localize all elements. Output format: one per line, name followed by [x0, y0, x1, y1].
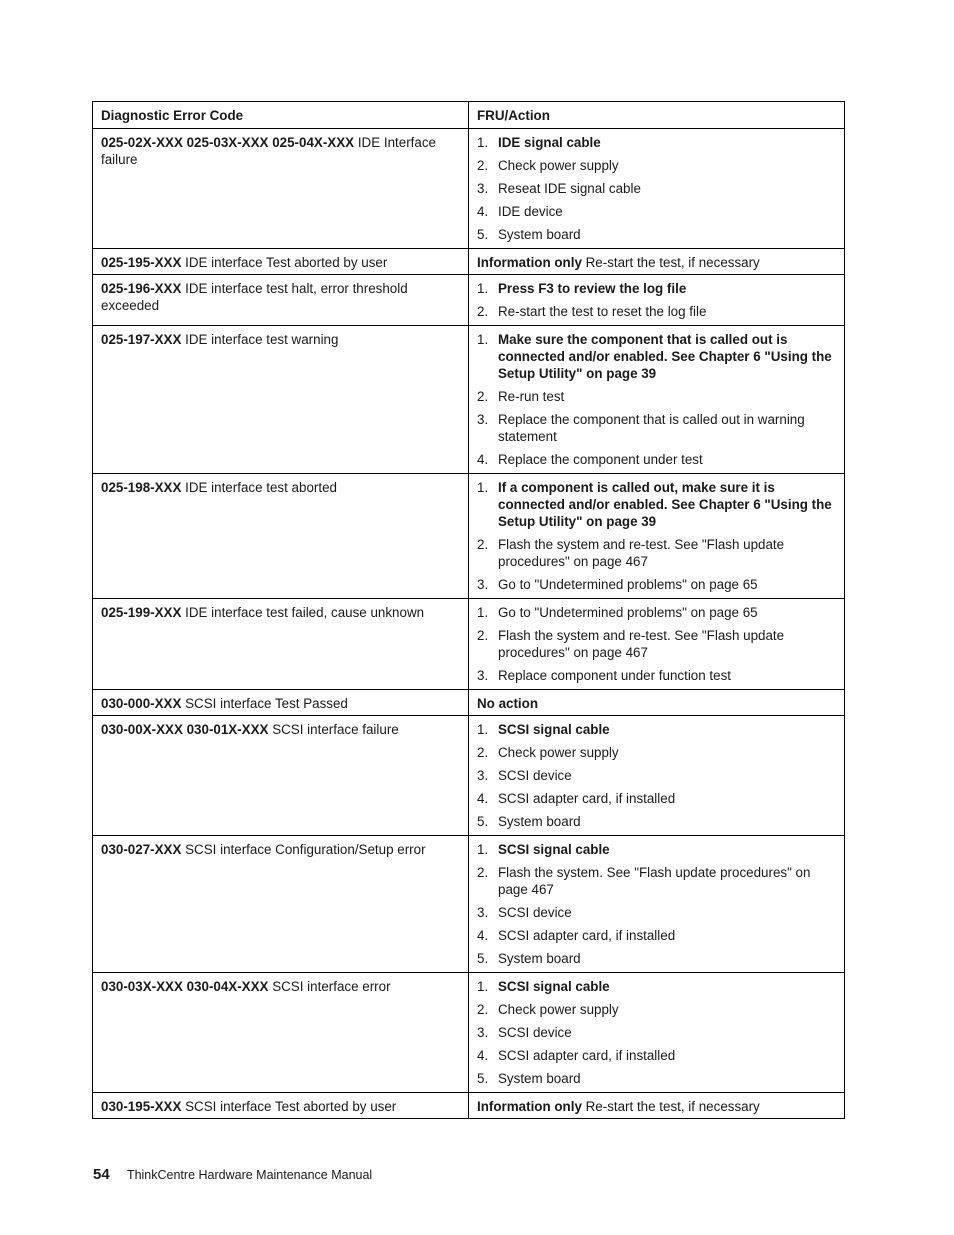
action-item [477, 767, 837, 784]
info-label: Information only [477, 255, 582, 270]
info-text: Re-start the test, if necessary [581, 1099, 760, 1114]
action-text: Check power supply [498, 745, 619, 760]
action-item [477, 411, 837, 445]
action-text: SCSI device [498, 1025, 572, 1040]
action-list [477, 479, 837, 593]
action-text: System board [498, 227, 581, 242]
action-item [477, 841, 837, 858]
action-text: System board [498, 814, 581, 829]
error-code-cell [93, 249, 469, 275]
fru-action-cell [469, 1093, 845, 1119]
action-number: 4. [477, 204, 489, 219]
page-number: 54 [93, 1166, 110, 1183]
error-description: IDE interface test failed, cause unknown [181, 605, 425, 620]
action-item [477, 203, 837, 220]
action-item [477, 388, 837, 405]
action-number: 1. [477, 281, 489, 296]
error-code-cell [93, 836, 469, 973]
action-item [477, 927, 837, 944]
table-row [93, 716, 845, 836]
action-number: 3. [477, 768, 489, 783]
action-item [477, 1047, 837, 1064]
action-item [477, 536, 837, 570]
table-row [93, 1093, 845, 1119]
action-number: 3. [477, 577, 489, 592]
error-description: SCSI interface error [268, 979, 391, 994]
header-fru-action: FRU/Action [469, 102, 845, 129]
action-number: 1. [477, 842, 489, 857]
action-list [477, 134, 837, 243]
error-code-cell [93, 599, 469, 690]
error-description: IDE interface test halt, error threshold exceeded [101, 281, 408, 313]
action-text: SCSI signal cable [498, 979, 610, 994]
action-text: If a component is called out, make sure it is connected and/or enabled. See Chapter 6 "Using the Setup Utility" on page 39 [498, 480, 832, 529]
table-row [93, 129, 845, 249]
error-code: 025-197-XXX [101, 332, 182, 347]
action-number: 2. [477, 158, 489, 173]
error-code: 025-196-XXX [101, 281, 182, 296]
action-list [477, 721, 837, 830]
action-item [477, 721, 837, 738]
action-text: Check power supply [498, 1002, 619, 1017]
error-description: SCSI interface Test aborted by user [181, 1099, 397, 1114]
error-code-cell [93, 275, 469, 326]
error-code: 030-000-XXX [101, 696, 182, 711]
action-text: SCSI adapter card, if installed [498, 928, 676, 943]
action-number: 1. [477, 722, 489, 737]
action-number: 1. [477, 605, 489, 620]
fru-action-cell [469, 474, 845, 599]
action-item [477, 157, 837, 174]
action-text: Flash the system and re-test. See "Flash update procedures" on page 467 [498, 628, 785, 660]
error-description: SCSI interface Configuration/Setup error [181, 842, 426, 857]
action-text: SCSI signal cable [498, 842, 610, 857]
action-item [477, 180, 837, 197]
action-text: Check power supply [498, 158, 619, 173]
table-row [93, 836, 845, 973]
action-text: Flash the system. See "Flash update procedures" on page 467 [498, 865, 811, 897]
action-number: 2. [477, 537, 489, 552]
action-text: SCSI signal cable [498, 722, 610, 737]
table-row [93, 690, 845, 716]
info-text: Re-start the test, if necessary [581, 255, 760, 270]
header-diagnostic-error-code: Diagnostic Error Code [93, 102, 469, 129]
error-code: 030-03X-XXX 030-04X-XXX [101, 979, 269, 994]
action-item [477, 904, 837, 921]
action-item [477, 280, 837, 297]
action-list [477, 331, 837, 468]
action-number: 4. [477, 1048, 489, 1063]
action-number: 5. [477, 1071, 489, 1086]
fru-action-cell [469, 326, 845, 474]
action-number: 2. [477, 389, 489, 404]
action-item [477, 134, 837, 151]
action-number: 1. [477, 979, 489, 994]
action-text: Re-run test [498, 389, 565, 404]
action-text: System board [498, 951, 581, 966]
table-header-row [93, 102, 845, 129]
action-item [477, 576, 837, 593]
action-number: 4. [477, 452, 489, 467]
error-description: SCSI interface Test Passed [181, 696, 348, 711]
table-row [93, 474, 845, 599]
action-text: Make sure the component that is called out is connected and/or enabled. See Chapter 6 "Using the Setup Utility" on page 39 [498, 332, 832, 381]
error-description: IDE interface Test aborted by user [181, 255, 388, 270]
fru-action-cell [469, 249, 845, 275]
action-number: 3. [477, 412, 489, 427]
error-code-cell [93, 973, 469, 1093]
action-number: 3. [477, 1025, 489, 1040]
action-list [477, 841, 837, 967]
action-text: System board [498, 1071, 581, 1086]
action-item [477, 1001, 837, 1018]
action-number: 2. [477, 1002, 489, 1017]
error-code-cell [93, 716, 469, 836]
table-row [93, 249, 845, 275]
action-item [477, 813, 837, 830]
action-number: 1. [477, 135, 489, 150]
diagnostic-error-table [92, 101, 845, 1119]
action-item [477, 451, 837, 468]
action-item [477, 950, 837, 967]
info-label: Information only [477, 1099, 582, 1114]
action-text: Replace the component under test [498, 452, 703, 467]
error-description: SCSI interface failure [268, 722, 399, 737]
action-item [477, 1024, 837, 1041]
action-text: IDE device [498, 204, 563, 219]
table-row [93, 275, 845, 326]
error-code: 030-195-XXX [101, 1099, 182, 1114]
fru-action-cell [469, 973, 845, 1093]
action-text: SCSI adapter card, if installed [498, 791, 676, 806]
action-item [477, 303, 837, 320]
error-code-cell [93, 129, 469, 249]
fru-action-cell [469, 599, 845, 690]
action-text: Press F3 to review the log file [498, 281, 687, 296]
action-item [477, 978, 837, 995]
table-row [93, 973, 845, 1093]
action-text: Flash the system and re-test. See "Flash update procedures" on page 467 [498, 537, 785, 569]
action-text: Reseat IDE signal cable [498, 181, 641, 196]
table-row [93, 599, 845, 690]
action-number: 5. [477, 951, 489, 966]
manual-title: ThinkCentre Hardware Maintenance Manual [126, 1168, 373, 1182]
action-text: Re-start the test to reset the log file [498, 304, 707, 319]
error-code: 025-198-XXX [101, 480, 182, 495]
action-item [477, 479, 837, 530]
action-text: Go to "Undetermined problems" on page 65 [498, 605, 758, 620]
error-code: 025-02X-XXX 025-03X-XXX 025-04X-XXX [101, 135, 355, 150]
action-item [477, 864, 837, 898]
action-text: SCSI device [498, 905, 572, 920]
action-number: 3. [477, 668, 489, 683]
action-number: 1. [477, 480, 489, 495]
action-number: 2. [477, 865, 489, 880]
action-list [477, 604, 837, 684]
action-item [477, 331, 837, 382]
action-number: 4. [477, 928, 489, 943]
action-text: SCSI adapter card, if installed [498, 1048, 676, 1063]
action-text: IDE signal cable [498, 135, 601, 150]
fru-action-cell [469, 129, 845, 249]
action-number: 4. [477, 791, 489, 806]
action-text: Replace component under function test [498, 668, 731, 683]
error-code: 030-00X-XXX 030-01X-XXX [101, 722, 269, 737]
error-code-cell [93, 326, 469, 474]
action-number: 1. [477, 332, 489, 347]
action-number: 5. [477, 227, 489, 242]
action-item [477, 790, 837, 807]
table-row [93, 326, 845, 474]
action-number: 3. [477, 905, 489, 920]
fru-action-cell [469, 275, 845, 326]
error-code-cell [93, 1093, 469, 1119]
action-list [477, 978, 837, 1087]
action-item [477, 744, 837, 761]
error-code: 030-027-XXX [101, 842, 182, 857]
action-number: 2. [477, 745, 489, 760]
error-code: 025-199-XXX [101, 605, 182, 620]
action-text: SCSI device [498, 768, 572, 783]
action-item [477, 226, 837, 243]
table-body [93, 129, 845, 1119]
action-list [477, 280, 837, 320]
fru-action-cell [469, 716, 845, 836]
action-item [477, 667, 837, 684]
error-code-cell [93, 474, 469, 599]
action-number: 2. [477, 304, 489, 319]
fru-action-cell [469, 836, 845, 973]
action-item [477, 627, 837, 661]
action-number: 5. [477, 814, 489, 829]
action-number: 2. [477, 628, 489, 643]
error-description: IDE interface test aborted [181, 480, 337, 495]
page-footer [93, 1166, 372, 1183]
error-code-cell [93, 690, 469, 716]
action-text: Replace the component that is called out in warning statement [498, 412, 805, 444]
error-description: IDE interface test warning [181, 332, 339, 347]
info-label: No action [477, 696, 539, 711]
action-item [477, 1070, 837, 1087]
fru-action-cell [469, 690, 845, 716]
error-description: IDE Interface failure [101, 135, 436, 167]
error-code: 025-195-XXX [101, 255, 182, 270]
action-item [477, 604, 837, 621]
action-text: Go to "Undetermined problems" on page 65 [498, 577, 758, 592]
action-number: 3. [477, 181, 489, 196]
